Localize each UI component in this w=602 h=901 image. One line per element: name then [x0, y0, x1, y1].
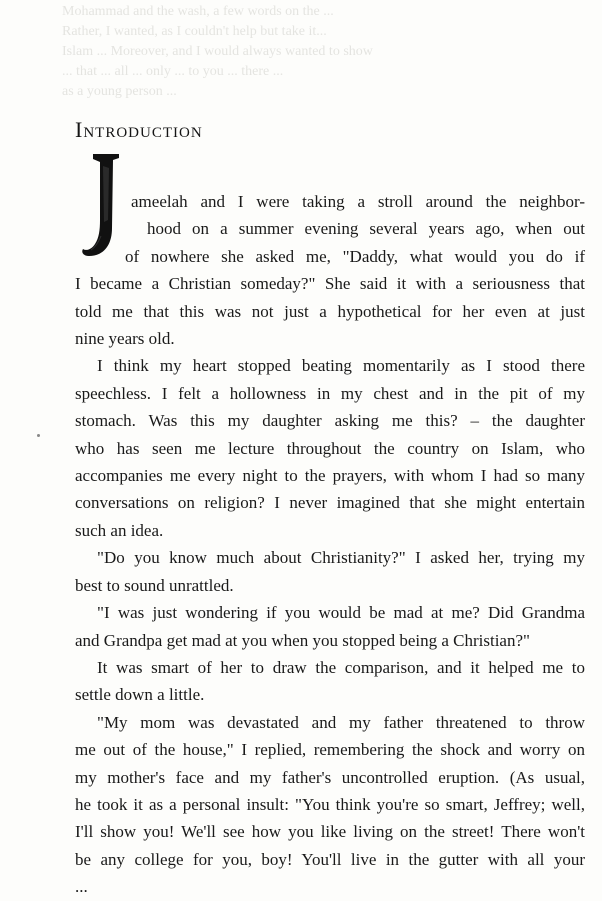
text-line: ...	[75, 877, 88, 897]
text-line: hood on a summer evening several years ago, when out	[147, 219, 585, 239]
paragraph-4	[75, 599, 585, 654]
text-line: and Grandpa get mad at you when you stopped being a Christian?"	[75, 630, 530, 650]
text-line: I became a Christian someday?" She said it with a seriousness that	[75, 274, 585, 294]
text-line: accompanies me every night to the prayers, with whom I had so many	[75, 466, 585, 486]
paragraph-6	[75, 709, 585, 901]
text-line: speechless. I felt a hollowness in my chest and in the pit of my	[75, 383, 585, 403]
bleed-line: ... that ... all ... only ... to you ... there ...	[62, 64, 284, 79]
text-line: I think my heart stopped beating momentarily as I stood there	[97, 356, 585, 376]
body-text	[75, 188, 585, 901]
text-line: such an idea.	[75, 520, 164, 540]
bleed-line: Rather, I wanted, as I couldn't help but take it...	[62, 24, 327, 39]
paragraph-2	[75, 352, 585, 544]
paragraph-1	[75, 188, 585, 352]
text-line: ameelah and I were taking a stroll around the neighbor-	[131, 192, 585, 211]
text-line: I'll show you! We'll see how you like living on the street! There won't	[75, 822, 585, 842]
text-line: he took it as a personal insult: "You think you're so smart, Jeffrey; well,	[75, 794, 585, 814]
text-line: of nowhere she asked me, "Daddy, what would you do if	[125, 246, 585, 266]
paragraph-3	[75, 544, 585, 599]
bleed-line: as a young person ...	[62, 84, 177, 99]
text-line: who has seen me lecture throughout the country on Islam, who	[75, 438, 585, 458]
text-line: stomach. Was this my daughter asking me this? – the daughter	[75, 411, 585, 431]
text-line: be any college for you, boy! You'll live in the gutter with all your	[75, 849, 585, 869]
bleed-through-text	[62, 2, 602, 102]
text-line: me out of the house," I replied, remembering the shock and worry on	[75, 740, 585, 760]
text-line: "My mom was devastated and my father threatened to throw	[97, 712, 585, 732]
bleed-line: Mohammad and the wash, a few words on the ...	[62, 4, 334, 19]
text-line: nine years old.	[75, 329, 175, 349]
text-line: my mother's face and my father's uncontrolled eruption. (As usual,	[75, 767, 585, 787]
paragraph-5	[75, 654, 585, 709]
chapter-heading: Introduction	[75, 117, 203, 142]
text-line: "I was just wondering if you would be mad at me? Did Grandma	[97, 603, 585, 623]
text-line: best to sound unrattled.	[75, 575, 234, 595]
text-line: settle down a little.	[75, 685, 205, 705]
text-line: told me that this was not just a hypothetical for her even at just	[75, 301, 585, 321]
page-speck	[37, 434, 40, 437]
text-line: It was smart of her to draw the comparison, and it helped me to	[97, 657, 585, 677]
text-line: "Do you know much about Christianity?" I asked her, trying my	[97, 548, 585, 568]
bleed-line: Islam ... Moreover, and I would always wanted to show	[62, 44, 373, 59]
text-line: conversations on religion? I never imagined that she might entertain	[75, 493, 585, 513]
